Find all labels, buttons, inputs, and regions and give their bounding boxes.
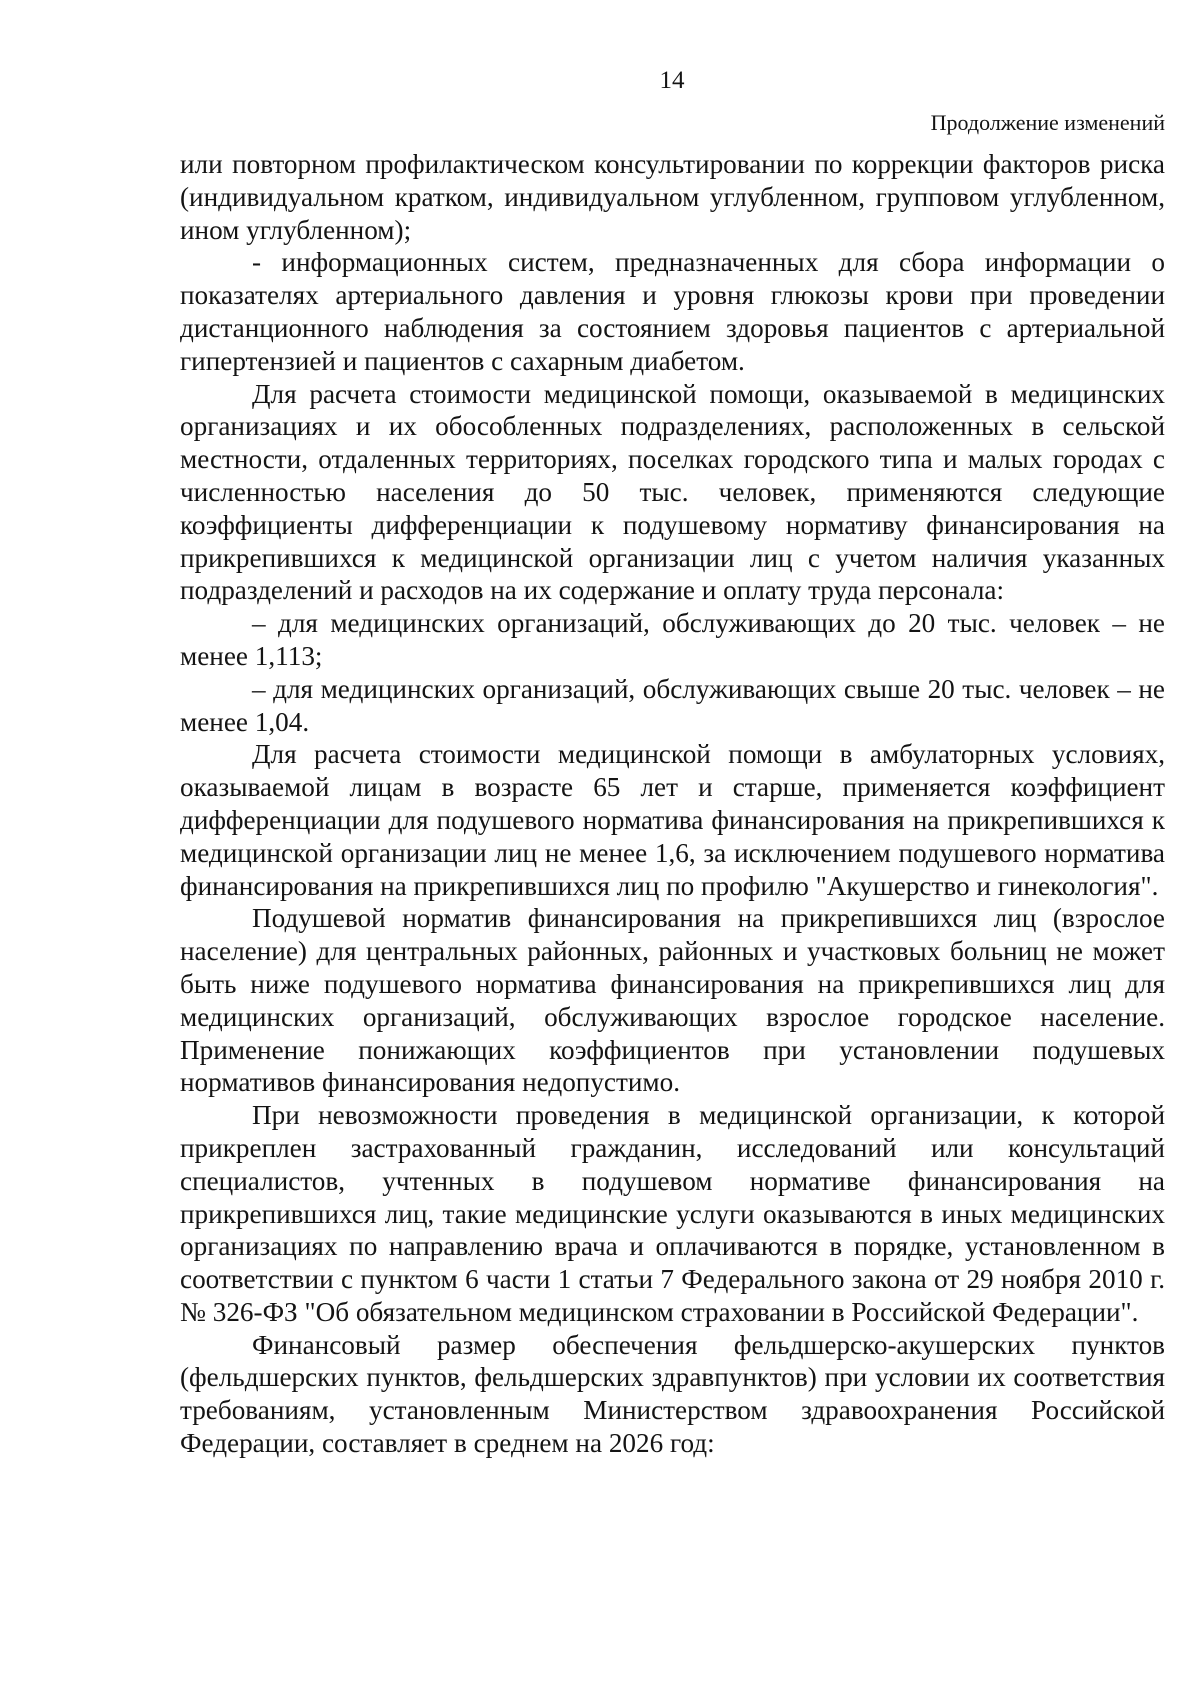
paragraph-coefficient-up-to-20k: – для медицинских организаций, обслуживающих до 20 тыс. человек – не менее 1,113;	[180, 608, 1165, 671]
paragraph-information-systems: - информационных систем, предназначенных для сбора информации о показателях артериального давления и уровня глюкозы крови при проведении дистанционного наблюдения за состоянием здоровья пациентов с артериальной гипертензией и пациентов с сахарным диабетом.	[180, 247, 1165, 376]
paragraph-per-capita-norm: Подушевой норматив финансирования на прикрепившихся лиц (взрослое население) для центральных районных, районных и участковых больниц не может быть ниже подушевого норматива финансирования на прикрепившихся лиц для медицинских организаций, обслуживающих взрослое городское население. Применение понижающих коэффициентов при установлении подушевых нормативов финансирования недопустимо.	[180, 903, 1165, 1098]
continuation-label: Продолжение изменений	[930, 110, 1165, 135]
document-body	[180, 148, 1165, 1460]
paragraph-rural-coefficients: Для расчета стоимости медицинской помощи, оказываемой в медицинских организациях и их обособленных подразделениях, расположенных в сельской местности, отдаленных территориях, поселках городского типа и малых городах с численностью населения до 50 тыс. человек, применяются следующие коэффициенты дифференциации к подушевому нормативу финансирования на прикрепившихся к медицинской организации лиц с учетом наличия указанных подразделений и расходов на их содержание и оплату труда персонала:	[180, 378, 1165, 606]
paragraph-coefficient-over-20k: – для медицинских организаций, обслуживающих свыше 20 тыс. человек – не менее 1,04.	[180, 673, 1165, 737]
paragraph-age-65-coefficient: Для расчета стоимости медицинской помощи в амбулаторных условиях, оказываемой лицам в возрасте 65 лет и старше, применяется коэффициент дифференциации для подушевого норматива финансирования на прикрепившихся к медицинской организации лиц не менее 1,6, за исключением подушевого норматива финансирования на прикрепившихся лиц по профилю "Акушерство и гинекология".	[180, 739, 1165, 901]
page-number: 14	[659, 67, 685, 94]
paragraph-feldsher-points: Финансовый размер обеспечения фельдшерско-акушерских пунктов (фельдшерских пунктов, фельдшерских здравпунктов) при условии их соответствия требованиям, установленным Министерством здравоохранения Российской Федерации, составляет в среднем на 2026 год:	[180, 1329, 1165, 1459]
paragraph-continuation: или повторном профилактическом консультировании по коррекции факторов риска (индивидуальном кратком, индивидуальном углубленном, групповом углубленном, ином углубленном);	[180, 149, 1165, 245]
paragraph-external-services: При невозможности проведения в медицинской организации, к которой прикреплен застрахованный гражданин, исследований или консультаций специалистов, учтенных в подушевом нормативе финансирования на прикрепившихся лиц, такие медицинские услуги оказываются в иных медицинских организациях по направлению врача и оплачиваются в порядке, установленном в соответствии с пунктом 6 части 1 статьи 7 Федерального закона от 29 ноября 2010 г. № 326-ФЗ "Об обязательном медицинском страховании в Российской Федерации".	[180, 1100, 1165, 1327]
